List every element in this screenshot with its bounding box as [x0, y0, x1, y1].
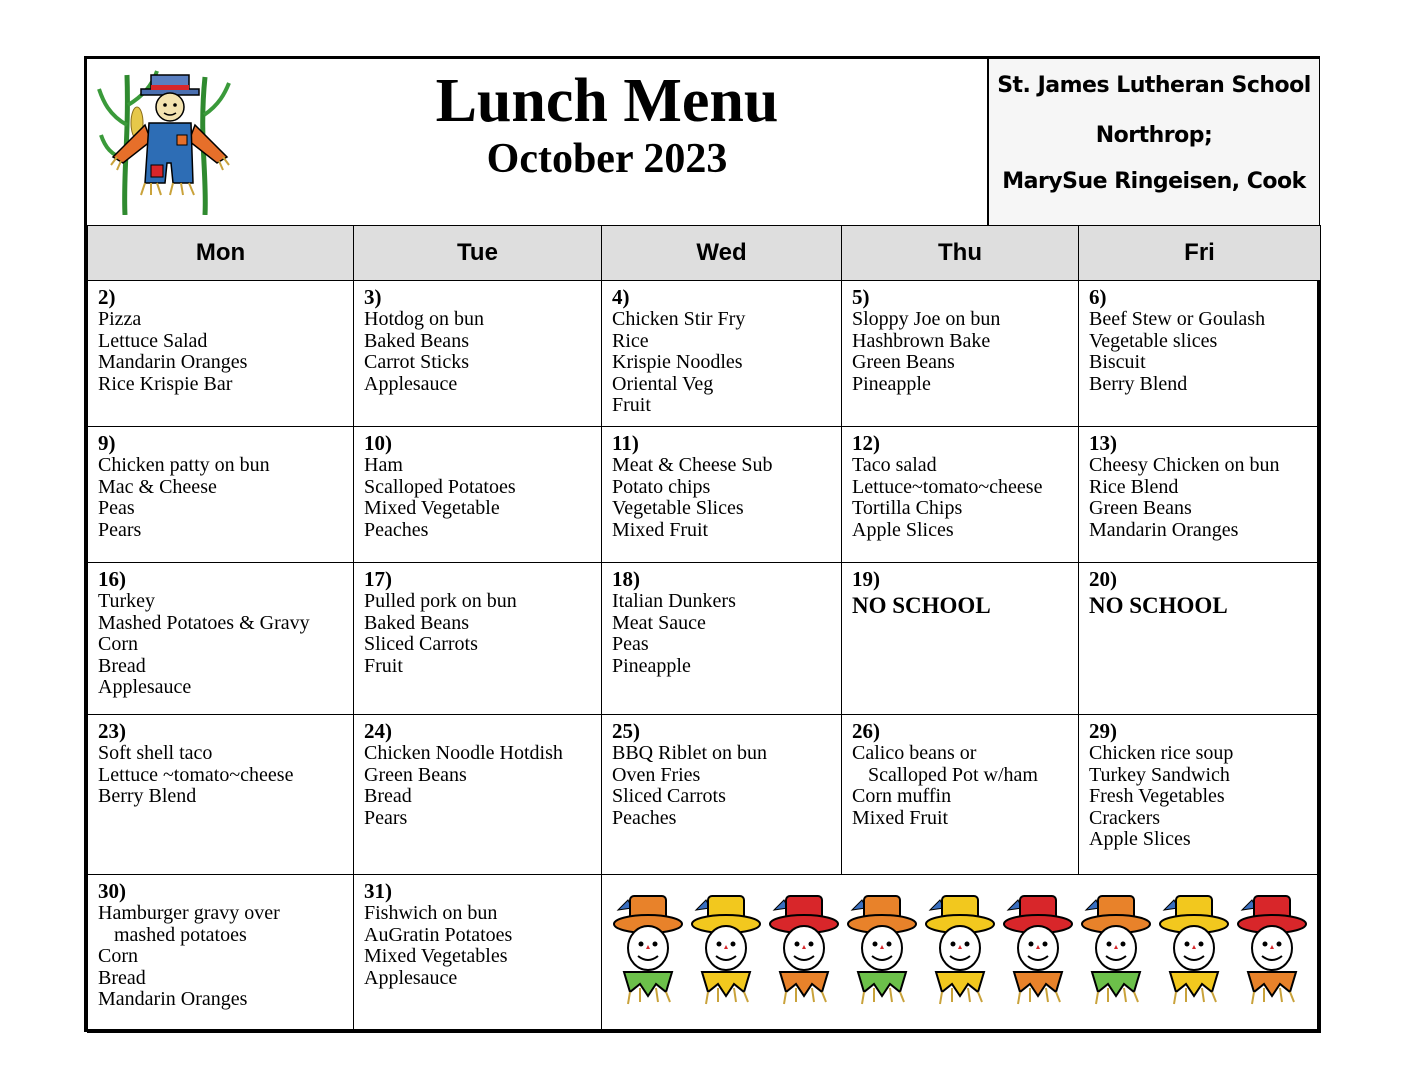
menu-item: Bread	[98, 654, 146, 677]
no-school-note: NO SCHOOL	[1089, 593, 1228, 618]
menu-item: Baked Beans	[364, 329, 469, 352]
scarecrow-icon	[844, 888, 922, 1012]
menu-item: Turkey	[98, 590, 156, 612]
scarecrow-icon	[95, 65, 235, 215]
day-number: 11)	[612, 431, 639, 455]
menu-item: Sliced Carrots	[364, 633, 478, 655]
menu-header	[87, 59, 1317, 229]
menu-item: Fishwich on bun	[364, 902, 498, 924]
menu-item: Berry Blend	[1089, 372, 1188, 395]
menu-item: Pineapple	[612, 654, 691, 677]
day-number: 2)	[98, 285, 116, 309]
menu-item: Carrot Sticks	[364, 351, 469, 373]
day-cell	[88, 281, 354, 427]
menu-item: Applesauce	[364, 966, 458, 989]
day-cell	[1079, 715, 1321, 875]
menu-item: Meat Sauce	[612, 611, 706, 634]
week-row	[88, 427, 1321, 563]
menu-item: Tortilla Chips	[852, 497, 963, 519]
no-school-note: NO SCHOOL	[852, 593, 991, 618]
menu-item: Bread	[364, 785, 412, 807]
day-cell	[354, 715, 602, 875]
menu-item: Pears	[364, 806, 408, 829]
day-cell	[354, 875, 602, 1033]
day-number: 16)	[98, 567, 126, 591]
day-number: 19)	[852, 567, 880, 591]
menu-item: Meat & Cheese Sub	[612, 454, 773, 476]
day-cell	[88, 427, 354, 563]
menu-item: Fresh Vegetables	[1089, 785, 1225, 807]
week-row	[88, 281, 1321, 427]
day-number: 5)	[852, 285, 870, 309]
day-cell	[842, 427, 1079, 563]
menu-item: Turkey Sandwich	[1089, 763, 1230, 786]
day-number: 26)	[852, 719, 880, 743]
day-number: 9)	[98, 431, 116, 455]
menu-item: Mixed Vegetables	[364, 945, 508, 967]
day-cell	[354, 563, 602, 715]
menu-item: Peas	[98, 497, 135, 519]
menu-item: Baked Beans	[364, 611, 469, 634]
menu-item: Oven Fries	[612, 763, 701, 786]
menu-item: Biscuit	[1089, 351, 1146, 373]
menu-item: Sloppy Joe on bun	[852, 308, 1001, 330]
menu-item: Green Beans	[852, 351, 955, 373]
day-cell	[88, 563, 354, 715]
scarecrow-icon	[1000, 888, 1078, 1012]
day-number: 12)	[852, 431, 880, 455]
weekday-header-row	[88, 226, 1321, 281]
menu-item: Corn	[98, 945, 138, 967]
scarecrow-icon	[688, 888, 766, 1012]
day-cell	[354, 281, 602, 427]
day-number: 25)	[612, 719, 640, 743]
menu-item: Fruit	[364, 654, 403, 677]
scarecrow-icon	[1234, 888, 1312, 1012]
menu-month: October 2023	[486, 136, 728, 182]
scarecrow-icon	[1156, 888, 1234, 1012]
menu-item: Calico beans or	[852, 742, 977, 764]
week-row	[88, 875, 1321, 1033]
school-info-box	[987, 59, 1319, 225]
day-cell	[1079, 427, 1321, 563]
day-number: 23)	[98, 719, 126, 743]
day-cell	[842, 715, 1079, 875]
weekday-header: Wed	[602, 226, 842, 281]
week-row	[88, 715, 1321, 875]
menu-item: Hashbrown Bake	[852, 329, 991, 352]
menu-item: BBQ Riblet on bun	[612, 742, 768, 764]
day-cell	[88, 875, 354, 1033]
menu-item: Lettuce ~tomato~cheese	[98, 763, 294, 786]
menu-item: Berry Blend	[98, 785, 197, 807]
menu-item: Green Beans	[364, 763, 467, 786]
menu-item: Peaches	[364, 518, 429, 541]
scarecrow-icon	[922, 888, 1000, 1012]
weekday-header: Tue	[354, 226, 602, 281]
menu-item: Green Beans	[1089, 497, 1192, 519]
menu-item: Potato chips	[612, 475, 711, 498]
weekday-header: Thu	[842, 226, 1079, 281]
scarecrow-icon	[610, 888, 688, 1012]
header-title-area	[87, 59, 987, 225]
menu-item: Sliced Carrots	[612, 785, 726, 807]
menu-item: Vegetable Slices	[612, 497, 744, 519]
day-number: 24)	[364, 719, 392, 743]
day-number: 18)	[612, 567, 640, 591]
menu-item: Apple Slices	[852, 518, 954, 541]
day-number: 29)	[1089, 719, 1117, 743]
menu-item: Taco salad	[852, 454, 937, 476]
day-cell	[602, 715, 842, 875]
day-number: 31)	[364, 879, 392, 903]
menu-item: Apple Slices	[1089, 828, 1191, 850]
menu-item: Hotdog on bun	[364, 308, 484, 330]
day-cell	[1079, 281, 1321, 427]
week-row	[88, 563, 1321, 715]
menu-item: Mashed Potatoes & Gravy	[98, 611, 310, 634]
weekday-header: Fri	[1079, 226, 1321, 281]
cook-name: MarySue Ringeisen, Cook	[1002, 169, 1306, 194]
menu-item: Soft shell taco	[98, 742, 213, 764]
scarecrow-border	[602, 875, 1320, 1025]
day-number: 20)	[1089, 567, 1117, 591]
day-number: 13)	[1089, 431, 1117, 455]
scarecrow-icon	[766, 888, 844, 1012]
lunch-menu-sheet	[84, 56, 1320, 1032]
scarecrow-border-cell	[602, 875, 1321, 1033]
menu-item: Applesauce	[364, 372, 458, 395]
menu-item: Peas	[612, 633, 649, 655]
menu-item: Pineapple	[852, 372, 931, 395]
menu-item: Beef Stew or Goulash	[1089, 308, 1266, 330]
day-cell	[602, 281, 842, 427]
day-number: 17)	[364, 567, 392, 591]
menu-item: Chicken rice soup	[1089, 742, 1234, 764]
day-number: 4)	[612, 285, 630, 309]
menu-item: Mandarin Oranges	[98, 988, 248, 1010]
menu-item: Bread	[98, 966, 146, 989]
menu-item: Lettuce Salad	[98, 329, 208, 352]
menu-item: Pears	[98, 518, 142, 541]
menu-item: Corn	[98, 633, 138, 655]
menu-item: Chicken Stir Fry	[612, 308, 746, 330]
menu-item: Mac & Cheese	[98, 475, 217, 498]
menu-item: Scalloped Potatoes	[364, 475, 516, 498]
day-number: 30)	[98, 879, 126, 903]
day-number: 3)	[364, 285, 382, 309]
menu-item: Chicken Noodle Hotdish	[364, 742, 563, 764]
menu-item: Chicken patty on bun	[98, 454, 270, 476]
school-location: Northrop;	[1095, 123, 1213, 148]
menu-item: Crackers	[1089, 806, 1161, 829]
menu-item: Pizza	[98, 308, 142, 330]
menu-item: AuGratin Potatoes	[364, 923, 513, 946]
scarecrow-icon	[1078, 888, 1156, 1012]
menu-item: Ham	[364, 454, 403, 476]
page-title: Lunch Menu	[435, 67, 779, 135]
menu-item: Oriental Veg	[612, 372, 714, 395]
menu-item: Italian Dunkers	[612, 590, 736, 612]
menu-item: Krispie Noodles	[612, 351, 743, 373]
day-cell	[1079, 563, 1321, 715]
menu-item: Rice Krispie Bar	[98, 372, 233, 395]
day-cell	[602, 563, 842, 715]
menu-item: Mixed Fruit	[852, 806, 949, 829]
day-cell	[354, 427, 602, 563]
day-number: 10)	[364, 431, 392, 455]
menu-item: Cheesy Chicken on bun	[1089, 454, 1280, 476]
menu-item: Mixed Vegetable	[364, 497, 500, 519]
menu-item: Scalloped Pot w/ham	[868, 763, 1038, 786]
menu-item: Rice	[612, 329, 649, 352]
weekday-header: Mon	[88, 226, 354, 281]
menu-item: Mixed Fruit	[612, 518, 709, 541]
menu-item: Rice Blend	[1089, 475, 1179, 498]
menu-item: Mandarin Oranges	[1089, 518, 1239, 541]
menu-item: Fruit	[612, 394, 651, 416]
menu-item: Vegetable slices	[1089, 329, 1218, 352]
menu-item: Corn muffin	[852, 785, 952, 807]
menu-item: Applesauce	[98, 676, 192, 698]
menu-item: Peaches	[612, 806, 677, 829]
day-cell	[602, 427, 842, 563]
day-cell	[88, 715, 354, 875]
menu-item: mashed potatoes	[114, 923, 247, 946]
menu-item: Mandarin Oranges	[98, 351, 248, 373]
menu-item: Lettuce~tomato~cheese	[852, 475, 1043, 498]
menu-calendar	[87, 225, 1321, 1033]
menu-item: Hamburger gravy over	[98, 902, 280, 924]
day-cell	[842, 281, 1079, 427]
day-cell	[842, 563, 1079, 715]
menu-item: Pulled pork on bun	[364, 590, 517, 612]
school-name: St. James Lutheran School	[997, 73, 1311, 98]
day-number: 6)	[1089, 285, 1107, 309]
